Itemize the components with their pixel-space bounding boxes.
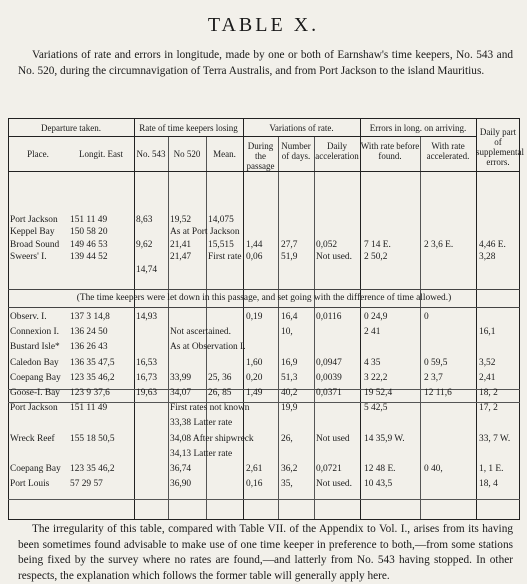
table-cell-err2: 0 40, (424, 464, 443, 474)
table-cell-during: 2,61 (246, 464, 263, 474)
table-cell-accel: 0,0116 (316, 312, 342, 322)
table-cell-n520: 33,38 Latter rate (170, 418, 233, 429)
table-cell-daily: 3,52 (479, 357, 496, 368)
table-cell-err1: 2 50,2 (364, 252, 388, 263)
table-cell-accel: Not used (316, 433, 350, 444)
table-cell-days: 51,3 (281, 372, 298, 383)
table-cell-days: 35, (281, 479, 293, 490)
table-cell-err1: 0 24,9 (364, 312, 388, 322)
table-cell-n520: 21,41 (170, 239, 192, 250)
table-cell-days: 51,9 (281, 252, 298, 263)
table-cell-daily: 18, 2 (479, 388, 498, 398)
header-longit: Longit. East (79, 149, 123, 159)
table-cell-n520: 34,13 Latter rate (170, 448, 233, 459)
table-cell-during: 0,16 (246, 479, 263, 490)
table-cell-days: 40,2 (281, 388, 298, 398)
table-cell-err1: 4 35 (364, 357, 381, 368)
table-cell-lon: 139 44 52 (70, 252, 108, 263)
table-cell-n543: 16,73 (136, 372, 158, 383)
table-cell-err1: 3 22,2 (364, 372, 388, 383)
table-cell-during: 0,19 (246, 312, 263, 322)
table-cell-days: 26, (281, 433, 293, 444)
table-cell-n520: 33,99 (170, 372, 192, 383)
footer-paragraph (18, 522, 513, 584)
table-cell-during: 0,20 (246, 372, 263, 383)
table-cell-n520: 36,90 (170, 479, 192, 490)
table-cell-lon: 123 9 37,6 (70, 388, 110, 398)
table-cell-lon: 149 46 53 (70, 239, 108, 250)
table-cell-lon: 136 24 50 (70, 327, 108, 338)
header-during: During the passage (246, 141, 275, 171)
table-cell-days: 10, (281, 327, 293, 338)
table-cell-n520: Not ascertained. (170, 327, 231, 338)
table-cell-lon: 151 11 49 (70, 403, 108, 414)
table-cell-place: Broad Sound (10, 239, 60, 250)
table-cell-place: Port Jackson (10, 215, 58, 225)
table-cell-mean: 15,515 (208, 239, 234, 250)
table-cell-place: Coepang Bay (10, 464, 61, 474)
table-cell-place: Bustard Isle* (10, 342, 60, 353)
table-cell-place: Sweers' I. (10, 252, 47, 263)
table-cell-daily: 17, 2 (479, 403, 498, 414)
table-cell-n520: First rates not known (170, 403, 250, 414)
table-cell-err1: 7 14 E. (364, 239, 391, 250)
table-cell-place: Connexion I. (10, 327, 59, 338)
table-cell-n520: 19,52 (170, 215, 192, 225)
table-cell-daily: 18, 4 (479, 479, 498, 490)
table-cell-err1: 12 48 E. (364, 464, 396, 474)
table-cell-days: 16,9 (281, 357, 298, 368)
table-cell-place: Goose-I. Bay (10, 388, 60, 398)
table-cell-n520: As at Port Jackson (170, 227, 240, 238)
table-cell-days: 36,2 (281, 464, 298, 474)
table-cell-n543: 14,74 (136, 264, 158, 275)
page-title: TABLE X. (207, 14, 320, 36)
header-place: Place. (27, 149, 49, 159)
table-cell-err1: 5 42,5 (364, 403, 388, 414)
table-cell-place: Keppel Bay (10, 227, 55, 238)
header-rate-before: With rate before found. (360, 141, 420, 161)
table-cell-days: 27,7 (281, 239, 298, 250)
table-cell-n520: 34,08 After shipwreck (170, 433, 254, 444)
table-cell-place: Port Jackson (10, 403, 58, 414)
table-cell-n543: 14,93 (136, 312, 158, 322)
table-cell-lon: 123 35 46,2 (70, 464, 115, 474)
table-cell-lon: 150 58 20 (70, 227, 108, 238)
table-cell-accel: Not used. (316, 252, 352, 263)
header-no520: No 520 (173, 149, 201, 159)
table-cell-n520: 34,07 (170, 388, 192, 398)
header-daily-accel: Daily acceleration (315, 141, 359, 161)
table-cell-place: Coepang Bay (10, 372, 61, 383)
header-no543: No. 543 (136, 149, 166, 159)
table-cell-during: 0,06 (246, 252, 263, 263)
table-cell-err2: 0 59,5 (424, 357, 448, 368)
table-cell-err2: 2 3,6 E. (424, 239, 454, 250)
table-cell-place: Observ. I. (10, 312, 47, 322)
table-note: (The time keepers were let down in this passage, and set going with the difference of time allowed.) (76, 293, 452, 303)
table-cell-mean: 26, 85 (208, 388, 232, 398)
table-cell-accel: 0,0371 (316, 388, 342, 398)
header-mean: Mean. (213, 149, 236, 159)
header-variations: Variations of rate. (269, 123, 334, 133)
table-cell-daily: 33, 7 W. (479, 433, 511, 444)
table-cell-err1: 10 43,5 (364, 479, 393, 490)
table-cell-n520: 21,47 (170, 252, 192, 263)
table-cell-lon: 136 35 47,5 (70, 357, 115, 368)
table-cell-mean: 25, 36 (208, 372, 232, 383)
table-cell-daily: 16,1 (479, 327, 496, 338)
table-cell-accel: 0,0039 (316, 372, 342, 383)
table-cell-lon: 136 26 43 (70, 342, 108, 353)
table-cell-n543: 16,53 (136, 357, 158, 368)
table-cell-n543: 8,63 (136, 215, 153, 225)
table-cell-err2: 0 (424, 312, 429, 322)
header-errors: Errors in long. on arriving. (369, 123, 467, 133)
table-cell-err2: 2 3,7 (424, 372, 443, 383)
table-cell-accel: 0,0721 (316, 464, 342, 474)
table-cell-place: Caledon Bay (10, 357, 59, 368)
table-cell-lon: 155 18 50,5 (70, 433, 115, 444)
table-cell-n543: 19,63 (136, 388, 158, 398)
table-cell-err1: 19 52,4 (364, 388, 393, 398)
data-table (8, 118, 524, 520)
table-cell-n520: As at Observation I. (170, 342, 246, 353)
table-cell-place: Port Louis (10, 479, 50, 490)
table-cell-daily: 2,41 (479, 372, 496, 383)
table-cell-lon: 137 3 14,8 (70, 312, 110, 322)
header-departure: Departure taken. (41, 123, 101, 133)
table-cell-lon: 123 35 46,2 (70, 372, 115, 383)
intro-text: Variations of rate and errors in longitude, made by one or both of Earnshaw's time keepers, No. 543 and No. 520, during the circumnavigation of Terra Australis, and from Port Jackson to the island Mauritius. (18, 49, 513, 77)
table-cell-days: 19,9 (281, 403, 298, 414)
table-cell-accel: 0,052 (316, 239, 338, 250)
header-number-days: Number of days. (281, 141, 311, 161)
table-cell-n520: 36,74 (170, 464, 192, 474)
table-cell-daily: 3,28 (479, 252, 496, 263)
table-cell-err1: 14 35,9 W. (364, 433, 405, 444)
table-cell-accel: 0,0947 (316, 357, 342, 368)
table-cell-during: 1,60 (246, 357, 263, 368)
header-rate-losing: Rate of time keepers losing (139, 123, 238, 133)
table-cell-lon: 151 11 49 (70, 215, 108, 225)
table-cell-during: 1,44 (246, 239, 263, 250)
table-cell-during: 1,49 (246, 388, 263, 398)
table-cell-accel: Not used. (316, 479, 352, 490)
footer-text: The irregularity of this table, compared with Table VII. of the Appendix to Vol. I., arises from its having been sometimes found advisable to make use of one time keeper in preference to both,—from some stations being fixed by the survey where no rates are found,—and latterly from No. 543 having stopped. In other respects, the explanation which follows the former table will generally apply here. (18, 523, 513, 582)
table-cell-place: Wreck Reef (10, 433, 55, 444)
table-cell-err2: 12 11,6 (424, 388, 452, 398)
header-rate-accel: With rate accelerated. (426, 141, 470, 161)
table-cell-n543: 9,62 (136, 239, 153, 250)
table-cell-mean: 14,075 (208, 215, 234, 225)
table-cell-days: 16,4 (281, 312, 298, 322)
table-cell-daily: 4,46 E. (479, 239, 506, 250)
table-cell-err1: 2 41 (364, 327, 381, 338)
intro-paragraph (18, 48, 513, 79)
table-cell-mean: First rate (208, 252, 242, 263)
table-cell-daily: 1, 1 E. (479, 464, 504, 474)
table-cell-lon: 57 29 57 (70, 479, 103, 490)
header-daily-part: Daily part of supplemental errors. (476, 127, 524, 167)
